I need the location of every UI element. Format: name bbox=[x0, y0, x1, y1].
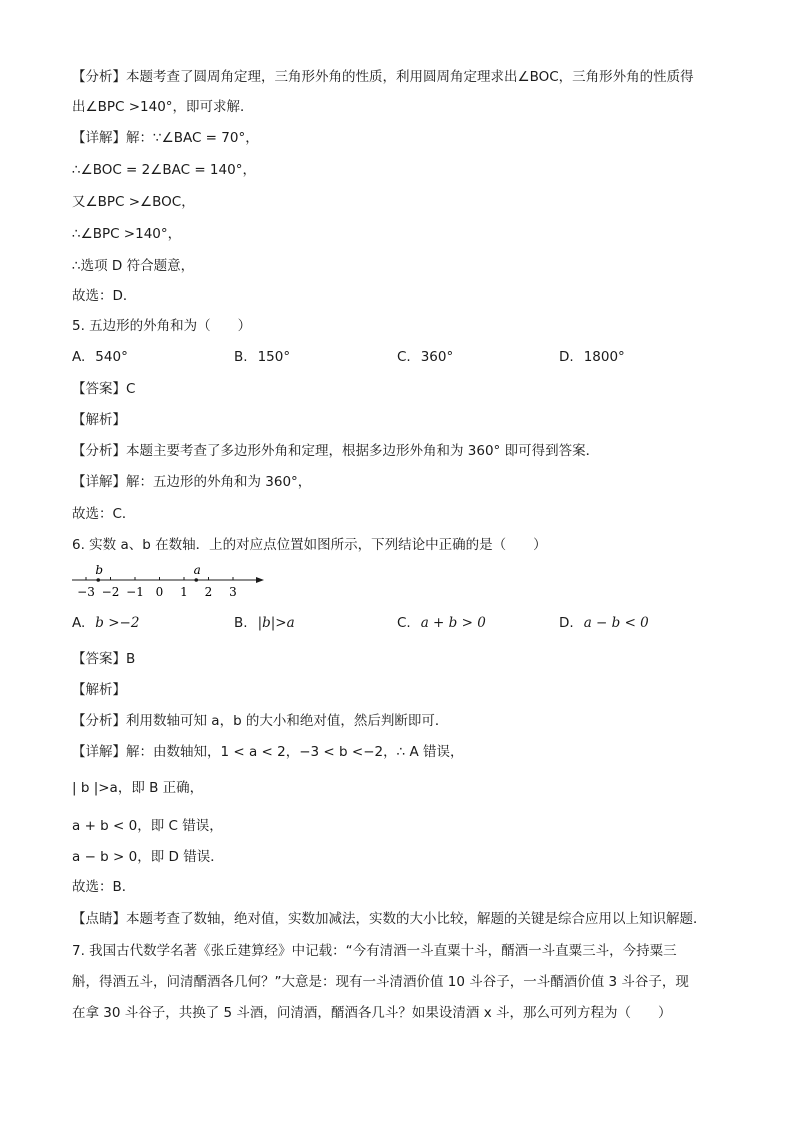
number-line-tick-label: −3 bbox=[77, 585, 95, 599]
q5-option-d bbox=[559, 347, 625, 367]
q5-stem: 5. 五边形的外角和为（ ） bbox=[72, 318, 252, 334]
number-line-tick-label: −2 bbox=[101, 585, 120, 599]
option-text: a + b > 0 bbox=[420, 615, 486, 631]
point-b-label: b bbox=[95, 563, 104, 577]
q5-option-c bbox=[397, 347, 453, 367]
option-label: C. bbox=[397, 349, 411, 365]
q7-stem-line1: 7. 我国古代数学名著《张丘建算经》中记载：“今有清酒一斗直粟十斗，醑酒一斗直粟三斗，今持粟三 bbox=[72, 943, 677, 959]
point-a-label: a bbox=[193, 563, 201, 577]
option-text: b >−2 bbox=[95, 615, 140, 631]
option-label: B. bbox=[234, 615, 248, 631]
q6-option-b bbox=[234, 613, 295, 633]
q6-step-d: a − b > 0，即 D 错误． bbox=[72, 849, 224, 865]
option-label: D. bbox=[559, 615, 574, 631]
q4-detail-line2: ∴∠BOC = 2∠BAC = 140°， bbox=[72, 162, 256, 178]
q4-detail-line4: ∴∠BPC >140°， bbox=[72, 226, 182, 242]
q5-guxuan: 故选：C． bbox=[72, 506, 136, 522]
arrow-right-icon bbox=[256, 577, 264, 583]
number-line-tick-label: −1 bbox=[126, 585, 144, 599]
number-line-tick-label: 2 bbox=[204, 585, 213, 599]
option-label: B. bbox=[234, 349, 248, 365]
number-line-tick-label: 1 bbox=[180, 585, 188, 599]
q4-detail-line1: 【详解】解：∵∠BAC = 70°， bbox=[72, 130, 259, 146]
q6-stem: 6. 实数 a、b 在数轴．上的对应点位置如图所示，下列结论中正确的是（ ） bbox=[72, 537, 547, 553]
q4-analysis-line2: 出∠BPC >140°，即可求解． bbox=[72, 99, 254, 115]
q6-option-c bbox=[397, 613, 486, 633]
option-text: a − b < 0 bbox=[583, 615, 649, 631]
q7-stem-line2: 斛，得酒五斗，问清醑酒各几何？”大意是：现有一斗清酒价值 10 斗谷子，一斗醑酒价值 3 斗谷子，现 bbox=[72, 974, 689, 990]
q5-options bbox=[72, 347, 732, 367]
option-text: 360° bbox=[420, 349, 454, 365]
q6-options bbox=[72, 613, 732, 633]
option-text: 150° bbox=[257, 349, 291, 365]
q4-detail-line5: ∴选项 D 符合题意， bbox=[72, 258, 195, 274]
option-text: 540° bbox=[95, 349, 128, 365]
q6-dianjing: 【点睛】本题考查了数轴，绝对值，实数加减法，实数的大小比较，解题的关键是综合应用以上知识解题． bbox=[72, 911, 707, 927]
q6-option-d bbox=[559, 613, 649, 633]
number-line-figure bbox=[72, 563, 272, 599]
option-text: |b|>a bbox=[257, 615, 295, 631]
q6-answer: 【答案】B bbox=[72, 651, 136, 667]
option-label: A. bbox=[72, 349, 86, 365]
option-label: C. bbox=[397, 615, 411, 631]
q6-guxuan: 故选：B． bbox=[72, 879, 136, 895]
q4-detail-line3: 又∠BPC >∠BOC， bbox=[72, 194, 195, 210]
q5-option-a bbox=[72, 347, 128, 367]
q4-conclusion: 故选：D． bbox=[72, 288, 137, 304]
q5-option-b bbox=[234, 347, 290, 367]
point-a bbox=[194, 578, 198, 582]
q6-fenxi: 【分析】利用数轴可知 a，b 的大小和绝对值，然后判断即可． bbox=[72, 713, 449, 729]
q5-answer: 【答案】C bbox=[72, 381, 136, 397]
q6-jiexi: 【解析】 bbox=[72, 682, 126, 698]
q6-step-b: | b |>a，即 B 正确， bbox=[72, 780, 204, 796]
q5-jiexi: 【解析】 bbox=[72, 412, 126, 428]
option-text: 1800° bbox=[583, 349, 625, 365]
option-label: D. bbox=[559, 349, 574, 365]
q6-xiangjie: 【详解】解：由数轴知，1 < a < 2，−3 < b <−2，∴ A 错误， bbox=[72, 744, 464, 760]
number-line-tick-label: 0 bbox=[155, 585, 164, 599]
q6-option-a bbox=[72, 613, 139, 633]
point-b bbox=[96, 578, 100, 582]
q4-analysis-line1: 【分析】本题考查了圆周角定理，三角形外角的性质，利用圆周角定理求出∠BOC，三角形外角的性质得 bbox=[72, 69, 694, 85]
q5-fenxi: 【分析】本题主要考查了多边形外角和定理，根据多边形外角和为 360° 即可得到答案． bbox=[72, 443, 600, 459]
number-line-tick-label: 3 bbox=[229, 585, 237, 599]
option-label: A. bbox=[72, 615, 86, 631]
q6-step-c: a + b < 0，即 C 错误， bbox=[72, 818, 223, 834]
q5-xiangjie: 【详解】解：五边形的外角和为 360°， bbox=[72, 474, 312, 490]
q7-stem-line3: 在拿 30 斗谷子，共换了 5 斗酒，问清酒，醑酒各几斗？如果设清酒 x 斗，那么可列方程为（ ） bbox=[72, 1005, 672, 1021]
